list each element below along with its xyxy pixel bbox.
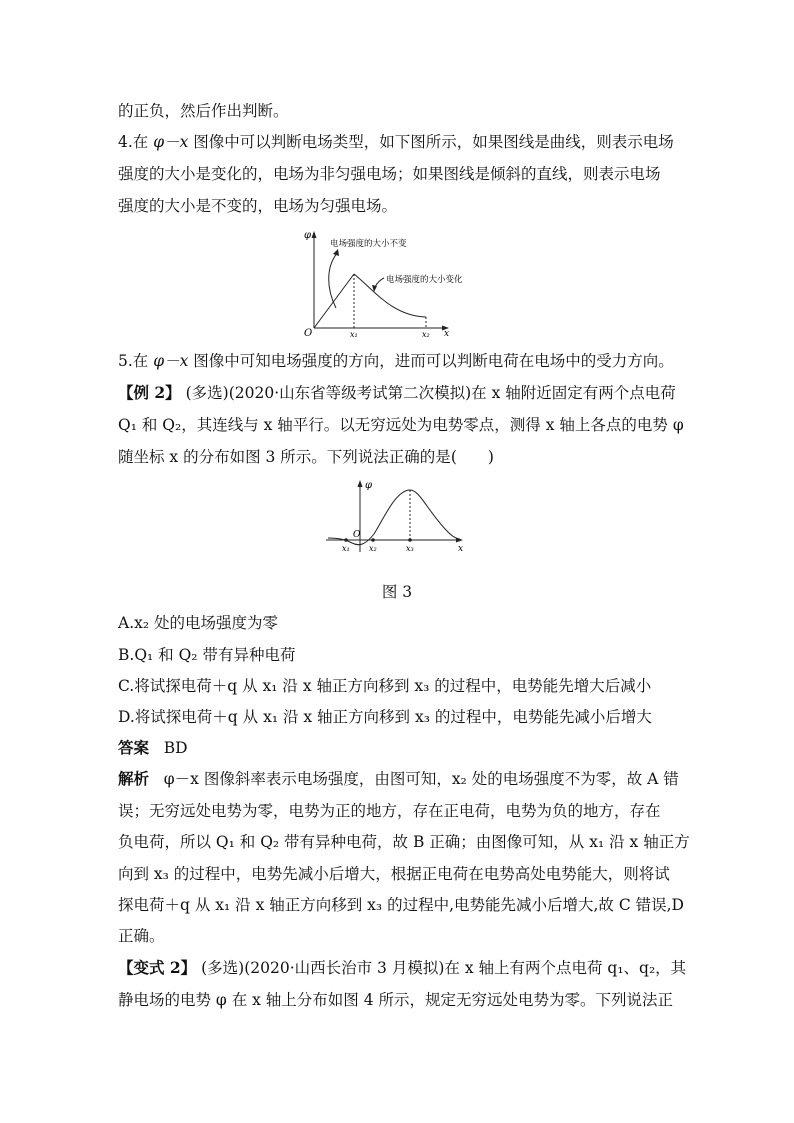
fig3-point-x1	[344, 538, 348, 542]
intro-line-0: 的正负，然后作出判断。	[118, 102, 289, 120]
item-5-prefix: 5.在	[118, 352, 154, 370]
item-4-line-2: 强度的大小是变化的，电场为非匀强电场；如果图线是倾斜的直线，则表示电场	[118, 165, 661, 183]
item-5-line	[118, 350, 678, 372]
example-2-line-3: 随坐标 x 的分布如图 3 所示。下列说法正确的是( )	[118, 448, 494, 466]
variant-2-line-1	[118, 957, 687, 979]
fig1-x-label: x	[444, 329, 450, 338]
fig3-origin: O	[353, 530, 361, 540]
item-4-prefix: 4.在	[118, 133, 154, 151]
analysis-line-1	[118, 768, 678, 790]
analysis-line-4: 向到 x₃ 的过程中，电势先减小后增大，根据正电荷在电势高处电势能大，则将试	[118, 865, 670, 883]
analysis-line-6: 正确。	[118, 927, 165, 945]
fig1-x2-label: x₂	[422, 330, 430, 338]
figure-3-caption: 图 3	[381, 583, 413, 601]
option-b: B.Q₁ 和 Q₂ 带有异种电荷	[118, 646, 296, 664]
example-2-text-1: (多选)(2020·山东省等级考试第二次模拟)在 x 轴附近固定有两个点电荷	[180, 384, 676, 402]
fig1-leader-const	[329, 252, 338, 308]
answer-line	[118, 737, 678, 759]
item-4-text: 图像中可以判断电场类型，如下图所示，如果图线是曲线，则表示电场	[188, 133, 674, 151]
option-c: C.将试探电荷＋q 从 x₁ 沿 x 轴正方向移到 x₃ 的过程中，电势能先增大后减小	[118, 677, 652, 695]
fig1-x1-label: x₁	[350, 330, 358, 338]
answer-value: BD	[163, 739, 188, 757]
fig1-origin: O	[304, 328, 313, 338]
fig3-point-x3	[408, 538, 412, 542]
figure-field-type	[296, 228, 466, 338]
answer-label: 答案	[118, 738, 150, 757]
fig1-y-arrow	[312, 231, 317, 238]
item-4-line-1	[118, 131, 678, 153]
fig3-x1-label: x₁	[342, 544, 350, 553]
option-a: A.x₂ 处的电场强度为零	[118, 614, 279, 632]
item-5-text: 图像中可知电场强度的方向，进而可以判断电荷在电场中的受力方向。	[188, 352, 674, 370]
analysis-line-2: 误；无穷远处电势为零，电势为正的地方，存在正电荷，电势为负的地方，存在	[118, 802, 661, 820]
example-2-tag: 【例 2】	[118, 383, 181, 402]
item-5-phi-x-term: φ－x	[153, 352, 189, 370]
analysis-label: 解析	[118, 769, 150, 788]
fig3-x2-label: x₂	[369, 544, 377, 553]
analysis-line-3: 负电荷，所以 Q₁ 和 Q₂ 带有异种电荷，故 B 正确；由图像可知，从 x₁ 沿 x 轴正方	[118, 833, 690, 851]
variant-2-text-1: (多选)(2020·山西长治市 3 月模拟)在 x 轴上有两个点电荷 q₁、q₂，其	[196, 959, 687, 977]
fig1-y-label: φ	[304, 230, 312, 241]
example-2-line-2: Q₁ 和 Q₂，其连线与 x 轴平行。以无穷远处为电势零点，测得 x 轴上各点的电势 φ	[118, 416, 684, 434]
fig3-curve	[328, 490, 460, 545]
fig3-x3-label: x₃	[406, 544, 414, 553]
analysis-line-5: 探电荷＋q 从 x₁ 沿 x 轴正方向移到 x₃ 的过程中,电势能先减小后增大,故 C 错误,D	[118, 896, 684, 914]
figure-3-potential-curve	[322, 478, 472, 558]
fig3-x-label: x	[458, 544, 464, 554]
item-4-line-3: 强度的大小是不变的，电场为匀强电场。	[118, 197, 398, 215]
example-2-line-1	[118, 382, 678, 404]
fig1-label-constant: 电场强度的大小不变	[330, 239, 407, 249]
variant-2-line-2: 静电场的电势 φ 在 x 轴上分布如图 4 所示，规定无穷远处电势为零。下列说法正	[118, 991, 674, 1009]
fig3-y-label: φ	[365, 480, 373, 491]
variant-2-tag: 【变式 2】	[118, 958, 197, 977]
fig3-point-x2	[371, 538, 375, 542]
fig1-linear-segment	[314, 274, 354, 328]
option-d: D.将试探电荷＋q 从 x₁ 沿 x 轴正方向移到 x₃ 的过程中，电势能先减小后增大	[118, 708, 652, 726]
phi-x-term: φ－x	[153, 133, 189, 151]
fig1-leader-const-arrow	[333, 249, 339, 256]
analysis-text-1: φ－x 图像斜率表示电场强度，由图可知，x₂ 处的电场强度不为零，故 A 错	[163, 770, 679, 788]
fig3-y-arrow	[358, 480, 363, 487]
fig1-label-varying: 电场强度的大小变化	[386, 275, 463, 285]
